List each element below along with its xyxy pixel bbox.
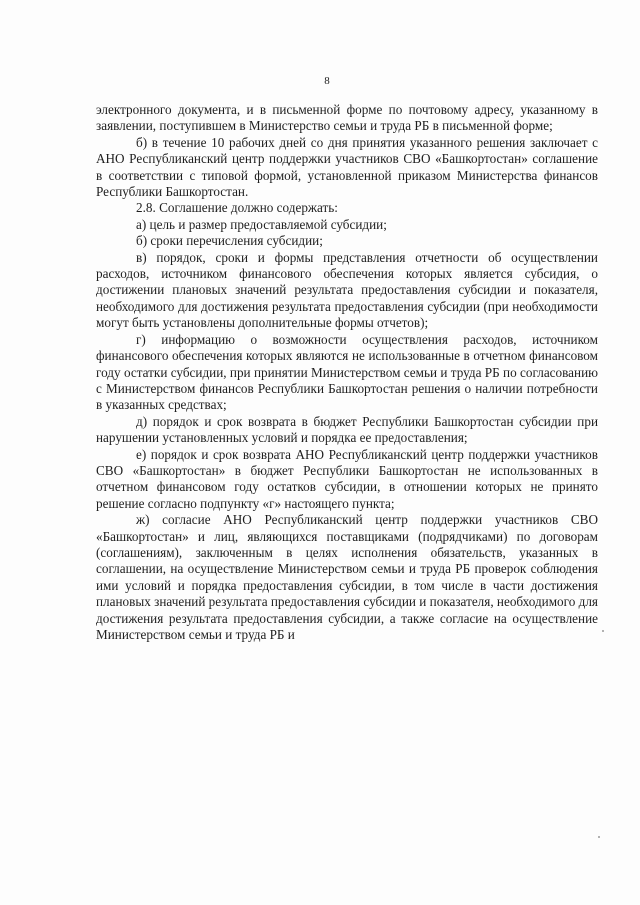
paragraph-item-g: г) информацию о возможности осуществления расходов, источником финансового обеспечения которых являются не использованные в отчетном финансовом году остатки субсидии, при принятии Министерством семьи и труда РБ по согласованию с Министерством финансов Республики Башкортостан решения о наличии потребности в указанных средствах; xyxy=(96,331,598,413)
scan-artifact-dot xyxy=(602,630,604,632)
paragraph-item-b: б) сроки перечисления субсидии; xyxy=(136,233,323,249)
paragraph-item-e: е) порядок и срок возврата АНО Республиканский центр поддержки участников СВО «Башкортостан» в бюджет Республики Башкортостан не использованных в отчетном финансовом году остатков субсидии, в отношении которых не принято решение согласно подпункту «г» настоящего пункта; xyxy=(96,446,598,511)
paragraph-item-a: а) цель и размер предоставляемой субсидии; xyxy=(136,216,387,232)
paragraph-section-2-8: 2.8. Соглашение должно содержать: xyxy=(136,200,338,216)
paragraph-item-v: в) порядок, сроки и формы представления отчетности об осуществлении расходов, источником финансового обеспечения которых является субсидия, о достижении плановых значений результата предоставления субсидии и показателя, необходимого для достижения результата предоставления субсидии (при необходимости могут быть установлены дополнительные формы отчетов); xyxy=(96,249,598,331)
paragraph-continuation: электронного документа, и в письменной форме по почтовому адресу, указанному в заявлении, поступившем в Министерство семьи и труда РБ в письменной форме; xyxy=(96,102,598,134)
page-number: 8 xyxy=(324,75,330,87)
paragraph-item-b-agreement: б) в течение 10 рабочих дней со дня принятия указанного решения заключает с АНО Республиканский центр поддержки участников СВО «Башкортостан» соглашение в соответствии с типовой формой, установленной приказом Министерства финансов Республики Башкортостан. xyxy=(96,134,598,200)
paragraph-item-zh: ж) согласие АНО Республиканский центр поддержки участников СВО «Башкортостан» и лиц, являющихся поставщиками (подрядчиками) по договорам (соглашениям), заключенным в целях исполнения обязательств, указанных в соглашении, на осуществление Министерством семьи и труда РБ проверок соблюдения ими условий и порядка предоставления субсидии, в том числе в части достижения плановых значений результата предоставления субсидии и показателя, необходимого для достижения результата предоставления субсидии, а также согласие на осуществление Министерством семьи и труда РБ и xyxy=(96,512,598,642)
paragraph-item-d: д) порядок и срок возврата в бюджет Республики Башкортостан субсидии при нарушении установленных условий и порядка ее предоставления; xyxy=(96,413,598,446)
scan-artifact-dot xyxy=(598,836,600,838)
